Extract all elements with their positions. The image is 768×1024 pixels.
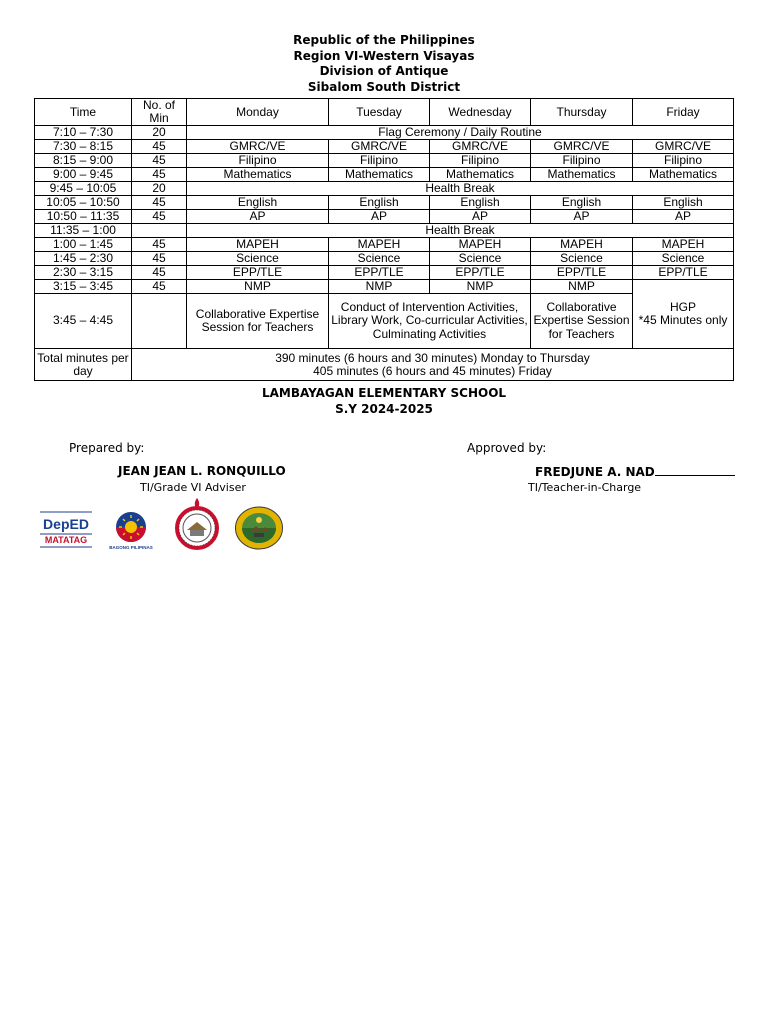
activity-span-cell: Flag Ceremony / Daily Routine [187, 126, 734, 140]
time-cell: 11:35 – 1:00 [35, 224, 132, 238]
time-cell: 10:50 – 11:35 [35, 210, 132, 224]
subject-cell-thursday: AP [531, 210, 633, 224]
subject-cell-monday: English [187, 196, 329, 210]
activity-span-cell: Health Break [187, 224, 734, 238]
time-cell: 1:45 – 2:30 [35, 252, 132, 266]
col-header-thursday: Thursday [531, 99, 633, 126]
minutes-cell [132, 294, 187, 349]
subject-cell-wednesday: GMRC/VE [430, 140, 531, 154]
subject-cell-friday: AP [633, 210, 734, 224]
deped-matatag-logo [38, 510, 94, 550]
svg-text:BAGONG PILIPINAS: BAGONG PILIPINAS [109, 545, 153, 550]
minutes-cell: 45 [132, 280, 187, 294]
header-line-1: Republic of the Philippines [293, 33, 475, 47]
activity-cell-thursday: Collaborative Expertise Session for Teachers [531, 294, 633, 349]
hgp-label: HGP [669, 300, 696, 314]
svg-text:MATATAG: MATATAG [44, 535, 88, 545]
class-schedule-table [34, 98, 734, 381]
time-cell: 8:15 – 9:00 [35, 154, 132, 168]
table-row-last-period [35, 294, 734, 349]
preparer-role: TI/Grade VI Adviser [140, 481, 246, 494]
subject-cell-tuesday: Mathematics [329, 168, 430, 182]
time-cell: 10:05 – 10:50 [35, 196, 132, 210]
time-cell: 9:00 – 9:45 [35, 168, 132, 182]
bagong-pilipinas-logo [104, 509, 158, 551]
district-seal-logo [234, 506, 284, 550]
subject-cell-monday: NMP [187, 280, 329, 294]
subject-cell-tuesday: Filipino [329, 154, 430, 168]
subject-cell-monday: AP [187, 210, 329, 224]
subject-cell-friday: Filipino [633, 154, 734, 168]
school-year: S.Y 2024-2025 [335, 401, 433, 416]
table-row [35, 154, 734, 168]
time-cell: 7:10 – 7:30 [35, 126, 132, 140]
svg-text:DepED: DepED [43, 516, 89, 532]
minutes-cell: 20 [132, 126, 187, 140]
header-line-2: Region VI-Western Visayas [293, 48, 475, 63]
subject-cell-wednesday: Filipino [430, 154, 531, 168]
signature-line [655, 464, 735, 476]
prepared-by-label: Prepared by: [69, 441, 145, 455]
time-cell: 3:15 – 3:45 [35, 280, 132, 294]
subject-cell-friday: MAPEH [633, 238, 734, 252]
subject-cell-monday: Science [187, 252, 329, 266]
subject-cell-tuesday: Science [329, 252, 430, 266]
table-row [35, 140, 734, 154]
time-cell: 7:30 – 8:15 [35, 140, 132, 154]
total-value-cell [132, 349, 734, 381]
subject-cell-thursday: Mathematics [531, 168, 633, 182]
minutes-cell: 45 [132, 196, 187, 210]
subject-cell-monday: GMRC/VE [187, 140, 329, 154]
table-row [35, 168, 734, 182]
table-row [35, 280, 734, 294]
approver-role: TI/Teacher-in-Charge [528, 481, 642, 494]
document-header [0, 33, 768, 95]
col-header-time: Time [35, 99, 132, 126]
activity-cell-monday: Collaborative Expertise Session for Teachers [187, 294, 329, 349]
total-line-1: 390 minutes (6 hours and 30 minutes) Monday to Thursday [275, 350, 590, 365]
subject-cell-friday: EPP/TLE [633, 266, 734, 280]
hgp-note: *45 Minutes only [638, 313, 728, 327]
table-row [35, 224, 734, 238]
subject-cell-wednesday: Mathematics [430, 168, 531, 182]
subject-cell-friday: GMRC/VE [633, 140, 734, 154]
preparer-name: JEAN JEAN L. RONQUILLO [118, 464, 286, 478]
time-cell: 2:30 – 3:15 [35, 266, 132, 280]
school-seal-logo [172, 496, 222, 550]
subject-cell-tuesday: English [329, 196, 430, 210]
subject-cell-friday: Science [633, 252, 734, 266]
total-line-2: 405 minutes (6 hours and 45 minutes) Friday [313, 363, 552, 378]
table-row [35, 182, 734, 196]
subject-cell-thursday: NMP [531, 280, 633, 294]
school-info [0, 386, 768, 417]
subject-cell-monday: Filipino [187, 154, 329, 168]
subject-cell-tuesday: AP [329, 210, 430, 224]
subject-cell-thursday: Science [531, 252, 633, 266]
subject-cell-thursday: English [531, 196, 633, 210]
minutes-cell: 20 [132, 182, 187, 196]
subject-cell-wednesday: MAPEH [430, 238, 531, 252]
col-header-wednesday: Wednesday [430, 99, 531, 126]
subject-cell-tuesday: EPP/TLE [329, 266, 430, 280]
subject-cell-wednesday: English [430, 196, 531, 210]
subject-cell-thursday: MAPEH [531, 238, 633, 252]
table-row [35, 238, 734, 252]
minutes-cell: 45 [132, 140, 187, 154]
time-cell: 9:45 – 10:05 [35, 182, 132, 196]
time-cell: 3:45 – 4:45 [35, 294, 132, 349]
time-cell: 1:00 – 1:45 [35, 238, 132, 252]
minutes-cell: 45 [132, 266, 187, 280]
subject-cell-thursday: Filipino [531, 154, 633, 168]
col-header-minutes: No. of Min [132, 99, 187, 126]
subject-cell-thursday: EPP/TLE [531, 266, 633, 280]
table-header-row [35, 99, 734, 126]
minutes-cell [132, 224, 187, 238]
subject-cell-wednesday: Science [430, 252, 531, 266]
subject-cell-wednesday: NMP [430, 280, 531, 294]
table-row [35, 210, 734, 224]
subject-cell-thursday: GMRC/VE [531, 140, 633, 154]
hgp-cell-friday [633, 280, 734, 349]
subject-cell-monday: MAPEH [187, 238, 329, 252]
subject-cell-wednesday: EPP/TLE [430, 266, 531, 280]
minutes-cell: 45 [132, 210, 187, 224]
subject-cell-tuesday: NMP [329, 280, 430, 294]
col-header-monday: Monday [187, 99, 329, 126]
subject-cell-friday: English [633, 196, 734, 210]
approved-by-label: Approved by: [467, 441, 547, 455]
subject-cell-friday: Mathematics [633, 168, 734, 182]
approver-name-block [535, 464, 735, 479]
total-minutes-row [35, 349, 734, 381]
table-row [35, 196, 734, 210]
header-line-4: Sibalom South District [307, 79, 461, 94]
col-header-tuesday: Tuesday [329, 99, 430, 126]
school-name: LAMBAYAGAN ELEMENTARY SCHOOL [261, 386, 507, 400]
subject-cell-monday: Mathematics [187, 168, 329, 182]
table-row [35, 126, 734, 140]
subject-cell-wednesday: AP [430, 210, 531, 224]
activity-span-cell: Health Break [187, 182, 734, 196]
minutes-cell: 45 [132, 252, 187, 266]
subject-cell-tuesday: MAPEH [329, 238, 430, 252]
table-row [35, 266, 734, 280]
minutes-cell: 45 [132, 168, 187, 182]
activity-cell-tue-wed: Conduct of Intervention Activities, Library Work, Co-curricular Activities, Culminating Activities [329, 294, 531, 349]
subject-cell-tuesday: GMRC/VE [329, 140, 430, 154]
header-line-3: Division of Antique [319, 64, 449, 78]
total-label-cell: Total minutes per day [35, 349, 132, 381]
minutes-cell: 45 [132, 238, 187, 252]
subject-cell-monday: EPP/TLE [187, 266, 329, 280]
minutes-cell: 45 [132, 154, 187, 168]
col-header-friday: Friday [633, 99, 734, 126]
table-row [35, 252, 734, 266]
approver-name: FREDJUNE A. NAD [535, 465, 655, 479]
